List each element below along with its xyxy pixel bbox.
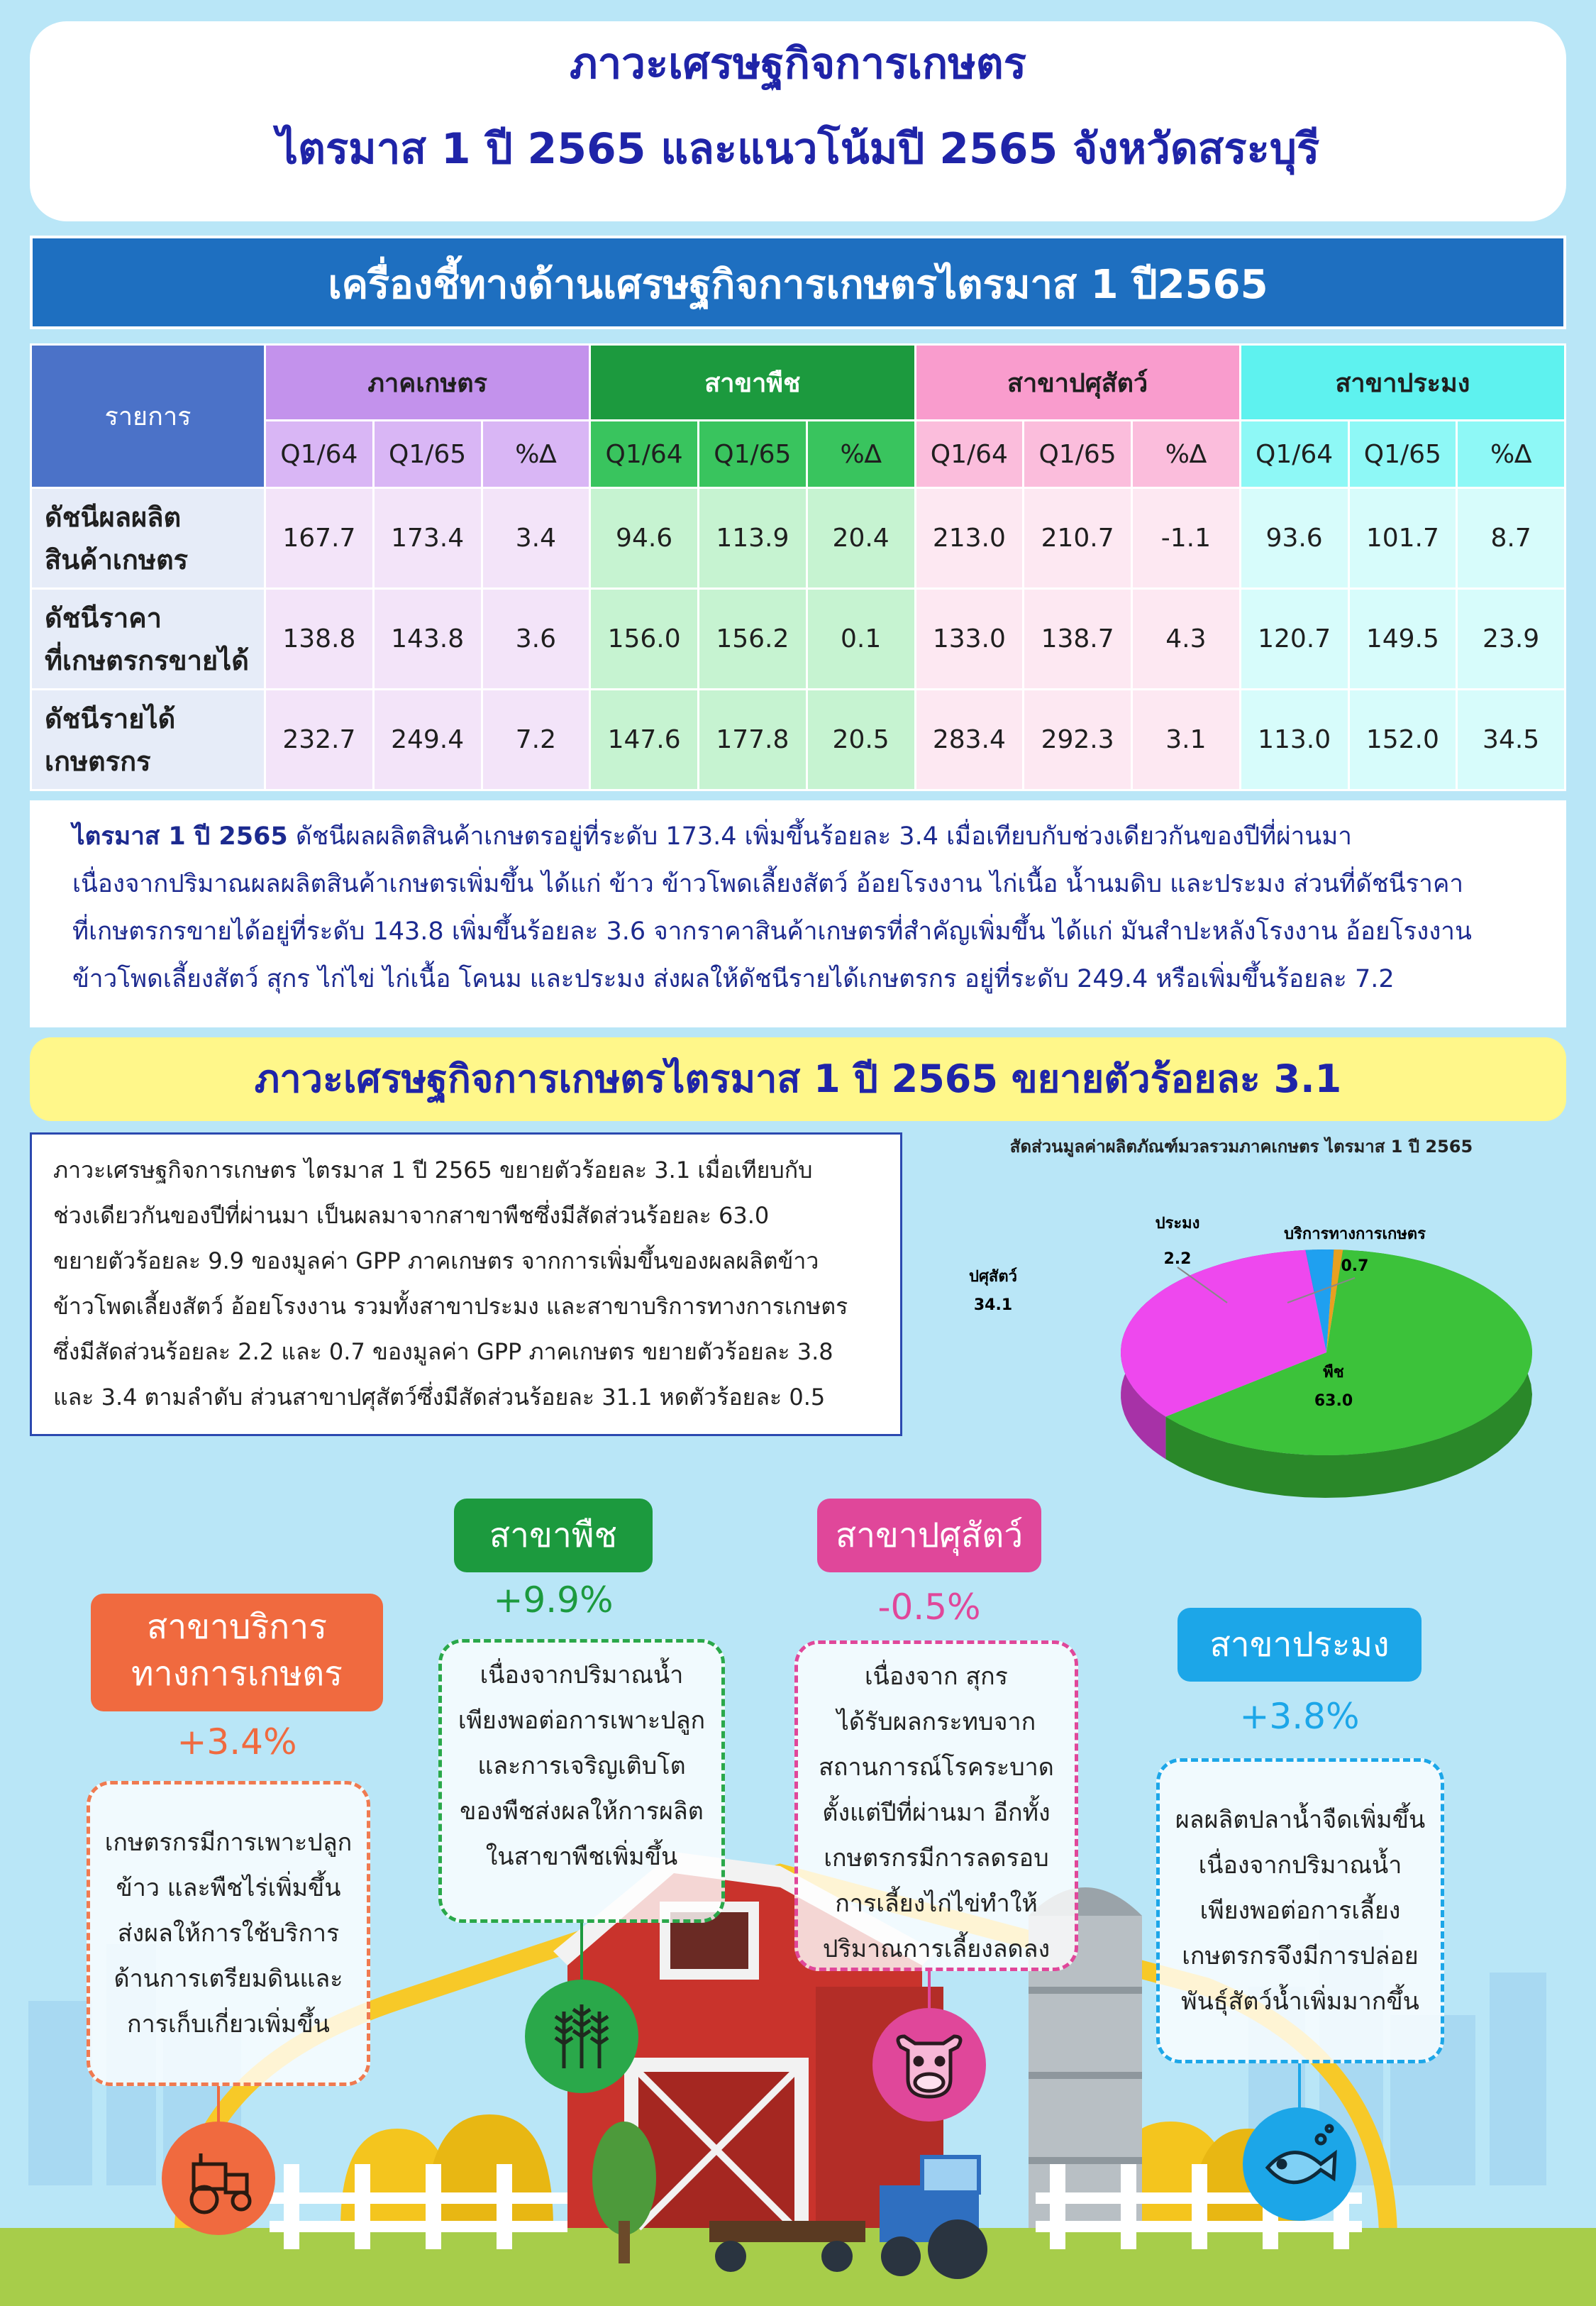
table-cell: 23.9: [1457, 589, 1565, 690]
pie-category-label: บริการทางการเกษตร: [1284, 1225, 1426, 1243]
sub-header: Q1/64: [265, 421, 374, 488]
table-cell: 177.8: [699, 690, 807, 790]
title-line-1: ภาวะเศรษฐกิจการเกษตร: [570, 39, 1026, 89]
gdp-line: ขยายตัวร้อยละ 9.9 ของมูลค่า GPP ภาคเกษตร จากการเพิ่มขึ้นของผลผลิตข้าว: [53, 1247, 819, 1274]
fish-icon: [1243, 2107, 1356, 2221]
summary-line-3: ที่เกษตรกรขายได้อยู่ที่ระดับ 143.8 เพิ่มขึ้นร้อยละ 3.6 จากราคาสินค้าเกษตรที่สำคัญเพิ่มขึ้น ได้แก่ มันสำปะหลังโรงงาน อ้อยโรงงาน: [72, 917, 1472, 946]
table-cell: 93.6: [1240, 488, 1348, 589]
livestock-note-line: การเลี้ยงไก่ไข่ทำให้: [835, 1890, 1038, 1918]
sub-header: %∆: [1132, 421, 1241, 488]
row-label: [31, 690, 265, 790]
table-cell: 232.7: [265, 690, 374, 790]
fishery-note: [1156, 1758, 1444, 2063]
livestock-percent: -0.5%: [877, 1587, 981, 1628]
summary-lead: ไตรมาส 1 ปี 2565: [72, 822, 288, 851]
crop-percent: +9.9%: [493, 1579, 614, 1621]
item-header: รายการ: [31, 345, 265, 488]
livestock-tag: สาขาปศุสัตว์: [817, 1499, 1041, 1572]
table-cell: -1.1: [1132, 488, 1241, 589]
service-note-line: ส่งผลให้การใช้บริการ: [117, 1919, 340, 1948]
table-cell: 20.4: [807, 488, 915, 589]
row-label-l2: ที่เกษตรกรขายได้: [45, 644, 249, 676]
cow-icon: [872, 2008, 986, 2122]
table-row: [31, 589, 1565, 690]
chart-title: สัดส่วนมูลค่าผลิตภัณฑ์มวลรวมภาคเกษตร ไตรมาส 1 ปี 2565: [1009, 1137, 1473, 1157]
table-cell: 167.7: [265, 488, 374, 589]
summary-line-1: ไตรมาส 1 ปี 2565 ดัชนีผลผลิตสินค้าเกษตรอยู่ที่ระดับ 173.4 เพิ่มขึ้นร้อยละ 3.4 เมื่อเทียบกับช่วงเดียวกันของปีที่ผ่านมา: [72, 822, 1352, 851]
tractor-icon: [162, 2122, 275, 2235]
table-cell: 152.0: [1348, 690, 1457, 790]
table-cell: 138.7: [1024, 589, 1132, 690]
pie-value-label: 34.1: [973, 1296, 1013, 1314]
table-cell: 8.7: [1457, 488, 1565, 589]
pie-category-label: ประมง: [1155, 1215, 1200, 1232]
group-header-agri: ภาคเกษตร: [265, 345, 590, 421]
row-label-l2: เกษตรกร: [45, 745, 151, 777]
table-cell: 113.0: [1240, 690, 1348, 790]
gdp-banner: ภาวะเศรษฐกิจการเกษตรไตรมาส 1 ปี 2565 ขยายตัวร้อยละ 3.1: [30, 1037, 1566, 1121]
fishery-connector: [1298, 2063, 1301, 2113]
table-cell: 249.4: [373, 690, 482, 790]
service-note: [87, 1781, 370, 2086]
gdp-line: ช่วงเดียวกันของปีที่ผ่านมา เป็นผลมาจากสาขาพืชซึ่งมีสัดส่วนร้อยละ 63.0: [53, 1202, 770, 1229]
group-header-livestock: สาขาปศุสัตว์: [915, 345, 1240, 421]
row-label-l1: ดัชนีผลผลิต: [45, 501, 182, 533]
crop-note-line: ในสาขาพืชเพิ่มขึ้น: [485, 1843, 678, 1871]
livestock-connector: [928, 1971, 931, 2014]
sub-header: Q1/65: [373, 421, 482, 488]
table-cell: 149.5: [1348, 589, 1457, 690]
fishery-note-line: เกษตรกรจึงมีการปล่อย: [1182, 1942, 1419, 1970]
livestock-note-line: ตั้งแต่ปีที่ผ่านมา อีกทั้ง: [822, 1799, 1051, 1827]
table-cell: 113.9: [699, 488, 807, 589]
livestock-note-line: ปริมาณการเลี้ยงลดลง: [822, 1935, 1051, 1963]
table-cell: 3.6: [482, 589, 590, 690]
gdp-description: [30, 1132, 902, 1436]
sub-header: Q1/64: [590, 421, 699, 488]
table-cell: 101.7: [1348, 488, 1457, 589]
table-cell: 3.1: [1132, 690, 1241, 790]
table-cell: 0.1: [807, 589, 915, 690]
table-cell: 120.7: [1240, 589, 1348, 690]
table-cell: 283.4: [915, 690, 1024, 790]
fishery-tag: สาขาประมง: [1177, 1608, 1422, 1682]
summary-line-4: ข้าวโพดเลี้ยงสัตว์ สุกร ไก่ไข่ ไก่เนื้อ โคนม และประมง ส่งผลให้ดัชนีรายได้เกษตรกร อยู่ที่ระดับ 249.4 หรือเพิ่มขึ้นร้อยละ 7.2: [72, 965, 1395, 993]
sub-header: %∆: [1457, 421, 1565, 488]
table-cell: 143.8: [373, 589, 482, 690]
table-cell: 34.5: [1457, 690, 1565, 790]
wheat-icon: [525, 1980, 638, 2093]
table-cell: 156.0: [590, 589, 699, 690]
table-cell: 213.0: [915, 488, 1024, 589]
table-cell: 3.4: [482, 488, 590, 589]
crop-note-line: เนื่องจากปริมาณน้ำ: [480, 1661, 684, 1689]
table-cell: 133.0: [915, 589, 1024, 690]
livestock-note-line: สถานการณ์โรคระบาด: [819, 1753, 1054, 1782]
gdp-line: และ 3.4 ตามลำดับ ส่วนสาขาปศุสัตว์ซึ่งมีสัดส่วนร้อยละ 31.1 หดตัวร้อยละ 0.5: [53, 1384, 826, 1411]
fishery-note-line: พันธุ์สัตว์น้ำเพิ่มมากขึ้น: [1181, 1987, 1419, 2016]
sub-header: Q1/65: [699, 421, 807, 488]
crop-tag: สาขาพืช: [454, 1499, 653, 1572]
fishery-percent: +3.8%: [1239, 1696, 1360, 1737]
table-row: [31, 488, 1565, 589]
service-note-line: การเก็บเกี่ยวเพิ่มขึ้น: [127, 2010, 330, 2039]
pie-category-label: พืช: [1323, 1364, 1344, 1381]
table-cell: 210.7: [1024, 488, 1132, 589]
fishery-note-line: เนื่องจากปริมาณน้ำ: [1198, 1851, 1402, 1880]
service-percent: +3.4%: [177, 1721, 297, 1762]
service-tag-l2: ทางการเกษตร: [131, 1654, 343, 1694]
row-label-l1: ดัชนีรายได้: [45, 702, 176, 734]
table-cell: 156.2: [699, 589, 807, 690]
table-cell: 7.2: [482, 690, 590, 790]
sub-header: Q1/64: [1240, 421, 1348, 488]
livestock-note: [794, 1640, 1078, 1971]
crop-note: [438, 1639, 725, 1923]
sub-header: Q1/64: [915, 421, 1024, 488]
table-cell: 138.8: [265, 589, 374, 690]
title-box: [30, 21, 1566, 221]
service-note-line: เกษตรกรมีการเพาะปลูก: [104, 1828, 353, 1857]
table-cell: 147.6: [590, 690, 699, 790]
livestock-note-line: ได้รับผลกระทบจาก: [836, 1708, 1036, 1736]
title-line-2: ไตรมาส 1 ปี 2565 และแนวโน้มปี 2565 จังหวัดสระบุรี: [276, 124, 1320, 174]
row-label: [31, 488, 265, 589]
crop-note-line: ของพืชส่งผลให้การผลิต: [460, 1797, 704, 1826]
pie-value-label: 2.2: [1163, 1250, 1192, 1268]
sub-header: %∆: [482, 421, 590, 488]
crop-note-line: และการเจริญเติบโต: [477, 1752, 686, 1780]
indicator-table: [30, 343, 1566, 791]
pie-category-label: ปศุสัตว์: [969, 1268, 1017, 1286]
summary-line-2: เนื่องจากปริมาณผลผลิตสินค้าเกษตรเพิ่มขึ้น ได้แก่ ข้าว ข้าวโพดเลี้ยงสัตว์ อ้อยโรงงาน ไก่เนื้อ น้ำนมดิบ และประมง ส่วนที่ดัชนีราคา: [72, 870, 1464, 898]
group-header-fishery: สาขาประมง: [1240, 345, 1565, 421]
sub-header: Q1/65: [1024, 421, 1132, 488]
summary-text: [30, 800, 1566, 1027]
service-tag-l1: สาขาบริการ: [146, 1607, 328, 1647]
gdp-line: ข้าวโพดเลี้ยงสัตว์ อ้อยโรงงาน รวมทั้งสาขาประมง และสาขาบริการทางการเกษตร: [53, 1293, 848, 1320]
table-cell: 20.5: [807, 690, 915, 790]
service-tag: [91, 1594, 383, 1711]
livestock-note-line: เนื่องจาก สุกร: [865, 1662, 1008, 1691]
gdp-line: ภาวะเศรษฐกิจการเกษตร ไตรมาส 1 ปี 2565 ขยายตัวร้อยละ 3.1 เมื่อเทียบกับ: [53, 1157, 813, 1184]
sub-header: Q1/65: [1348, 421, 1457, 488]
group-header-crop: สาขาพืช: [590, 345, 915, 421]
service-note-line: ด้านการเตรียมดินและ: [113, 1965, 343, 1993]
row-label: [31, 589, 265, 690]
row-label-l2: สินค้าเกษตร: [45, 544, 189, 575]
crop-note-line: เพียงพอต่อการเพาะปลูก: [458, 1706, 706, 1735]
table-row: [31, 690, 1565, 790]
fishery-note-line: เพียงพอต่อการเลี้ยง: [1199, 1897, 1401, 1925]
fishery-note-line: ผลผลิตปลาน้ำจืดเพิ่มขึ้น: [1175, 1806, 1426, 1834]
pie-value-label: 63.0: [1314, 1392, 1353, 1410]
pie-value-label: 0.7: [1341, 1257, 1369, 1275]
livestock-note-line: เกษตรกรมีการลดรอบ: [824, 1844, 1049, 1872]
table-cell: 292.3: [1024, 690, 1132, 790]
gdp-line: ซึ่งมีสัดส่วนร้อยละ 2.2 และ 0.7 ของมูลค่า GPP ภาคเกษตร ขยายตัวร้อยละ 3.8: [53, 1338, 833, 1365]
sub-header: %∆: [807, 421, 915, 488]
indicator-banner: เครื่องชี้ทางด้านเศรษฐกิจการเกษตรไตรมาส 1 ปี2565: [30, 236, 1566, 329]
table-cell: 94.6: [590, 488, 699, 589]
table-cell: 173.4: [373, 488, 482, 589]
service-note-line: ข้าว และพืชไร่เพิ่มขึ้น: [116, 1874, 341, 1902]
table-cell: 4.3: [1132, 589, 1241, 690]
row-label-l1: ดัชนีราคา: [45, 602, 162, 634]
